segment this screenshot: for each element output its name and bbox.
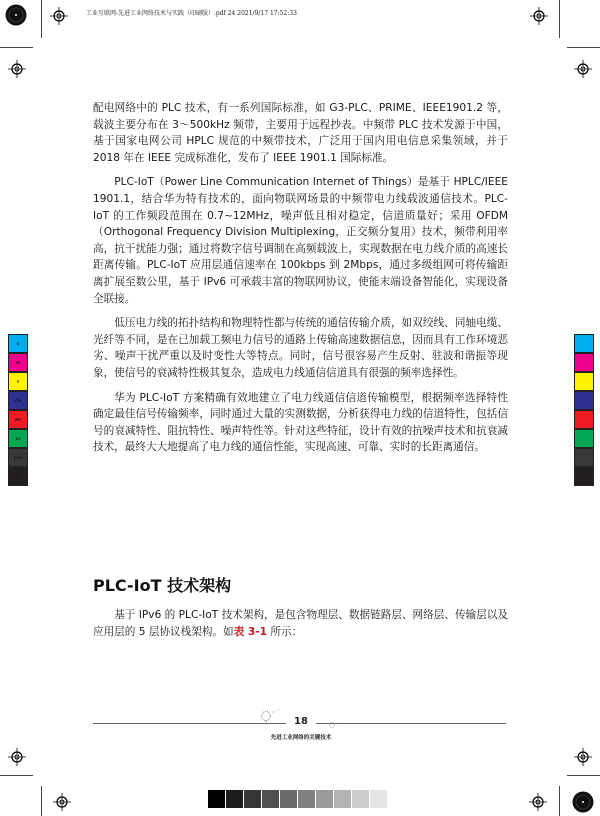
color-swatch [575, 373, 593, 392]
paragraph-powerline-topology: 低压电力线的拓扑结构和物理特性都与传统的通信传输介质，如双绞线、同轴电缆、光纤等不同，是在已加载工频电力信号的通路上传输高速数据信息，因而具有工作环境恶劣、噪声干扰严重以及时变性大等特点。同时，信号很容易产生反射、驻波和谐振等现象，使信号的衰减特性极其复杂，造成电力线通信信道具有很强的频率选择性。 [93, 317, 508, 379]
crosshair-mark-icon [8, 60, 26, 78]
color-swatch-k [9, 468, 27, 485]
trim-mark [0, 775, 33, 776]
crosshair-mark-icon [53, 793, 71, 811]
crosshair-mark-icon [8, 748, 26, 766]
color-swatch-my [9, 411, 27, 430]
gray-step [298, 790, 315, 808]
section-heading: PLC-IoT 技术架构 [93, 576, 232, 595]
gray-step [262, 790, 279, 808]
color-swatch [575, 335, 593, 354]
trim-mark [567, 775, 600, 776]
footer-rule-right [316, 723, 506, 724]
swatch-label: CMY [13, 455, 23, 460]
print-slug-file-info: 工业互联网-先进工业网络技术与实践（印刷版）.pdf 24 2021/9/17 17:52:33 [86, 10, 297, 17]
trim-mark [567, 47, 600, 48]
trim-mark [0, 47, 33, 48]
gray-step [244, 790, 261, 808]
gray-step [352, 790, 369, 808]
gray-step [208, 790, 225, 808]
footer-rule-left [93, 723, 286, 724]
body-content [93, 100, 508, 464]
cmyk-color-bar-right [574, 334, 594, 486]
table-reference-link[interactable]: 表 3-1 [233, 625, 268, 638]
gray-step [280, 790, 297, 808]
color-swatch-cmy [9, 449, 27, 468]
color-swatch [575, 430, 593, 449]
paragraph-plc-standards: 配电网络中的 PLC 技术，有一系列国际标准，如 G3-PLC、PRIME、IEEE1901.2 等，载波主要分布在 3～500kHz 频带，主要用于远程抄表。中频带 PLC 技术发源于中国，基于国家电网公司 HPLC 规范的中频带技术，广泛用于国内用电信息采集领域，并于 2018 年在 IEEE 完成标准化，发布了 IEEE 1901.1 国际标准。 [93, 102, 508, 164]
grayscale-step-bar [208, 790, 387, 808]
color-swatch-c [9, 335, 27, 354]
gray-step [316, 790, 333, 808]
crosshair-mark-icon [574, 60, 592, 78]
footer-book-title: 先进工业网络的关键技术 [270, 735, 332, 741]
color-swatch [575, 392, 593, 411]
architecture-text: 基于 IPv6 的 PLC-IoT 技术架构，是包含物理层、数据链路层、网络层、传输层以及应用层的 5 层协议栈架构。如 [93, 609, 508, 638]
trim-mark [559, 0, 560, 38]
gray-step [334, 790, 351, 808]
gray-step [370, 790, 387, 808]
color-swatch-y [9, 373, 27, 392]
registration-target-bottom-right [572, 791, 594, 813]
architecture-text-end: 所示： [267, 625, 303, 638]
cmyk-color-bar-left [8, 334, 28, 486]
swatch-label: MY [14, 417, 22, 422]
dandelion-ornament-icon [260, 708, 282, 728]
paragraph-plc-iot-intro: PLC-IoT（Power Line Communication Internet of Things）是基于 HPLC/IEEE 1901.1，结合华为特有技术的，面向物联网场景的中频带电力线载波通信技术。PLC-IoT 的工作频段范围在 0.7~12MHz，噪声低且相对稳定，信道质量好；采用 OFDM（Orthogonal Frequency Division Multiplexing，正交频分复用）技术，频带利用率高，抗干扰能力强；通过将数字信号调制在高频载波上，实现数据在电力线介质的高速长距离传输。PLC-IoT 应用层通信速率在 100kbps 到 2Mbps，通过多级组网可将传输距离扩展至数公里，基于 IPv6 可承载丰富的物联网协议，使能末端设备智能化，实现设备全联接。 [93, 176, 508, 305]
registration-target-top-left [5, 4, 27, 26]
crosshair-mark-icon [530, 7, 548, 25]
color-swatch [575, 468, 593, 485]
color-swatch [575, 449, 593, 468]
swatch-label: Y [16, 379, 20, 384]
color-swatch [575, 354, 593, 373]
gray-step [226, 790, 243, 808]
color-swatch [575, 411, 593, 430]
trim-mark [559, 786, 560, 816]
swatch-label: K [16, 474, 20, 479]
color-swatch-cy [9, 430, 27, 449]
trim-mark [41, 0, 42, 38]
paragraph-architecture [93, 607, 508, 640]
swatch-label: CY [15, 436, 21, 441]
crosshair-mark-icon [574, 748, 592, 766]
page-number: 18 [294, 716, 308, 727]
crosshair-mark-icon [529, 793, 547, 811]
crosshair-mark-icon [50, 7, 68, 25]
color-swatch-cm [9, 392, 27, 411]
trim-mark [41, 786, 42, 816]
swatch-label: C [16, 341, 20, 346]
swatch-label: CM [14, 398, 22, 403]
paragraph-huawei-plc-iot: 华为 PLC-IoT 方案精确有效地建立了电力线通信信道传输模型，根据频率选择特性确定最佳信号传输频率，同时通过大量的实测数据，分析获得电力线的信道特性，包括信号的衰减特性、阻抗特性、噪声特性等。针对这些特征，设计有效的抗噪声技术和抗衰减技术，最终大大地提高了电力线的通信性能，实现高速、可靠、实时的长距离通信。 [93, 391, 508, 454]
dandelion-seed-ornament-icon [328, 714, 342, 733]
swatch-label: M [16, 360, 20, 365]
color-swatch-m [9, 354, 27, 373]
